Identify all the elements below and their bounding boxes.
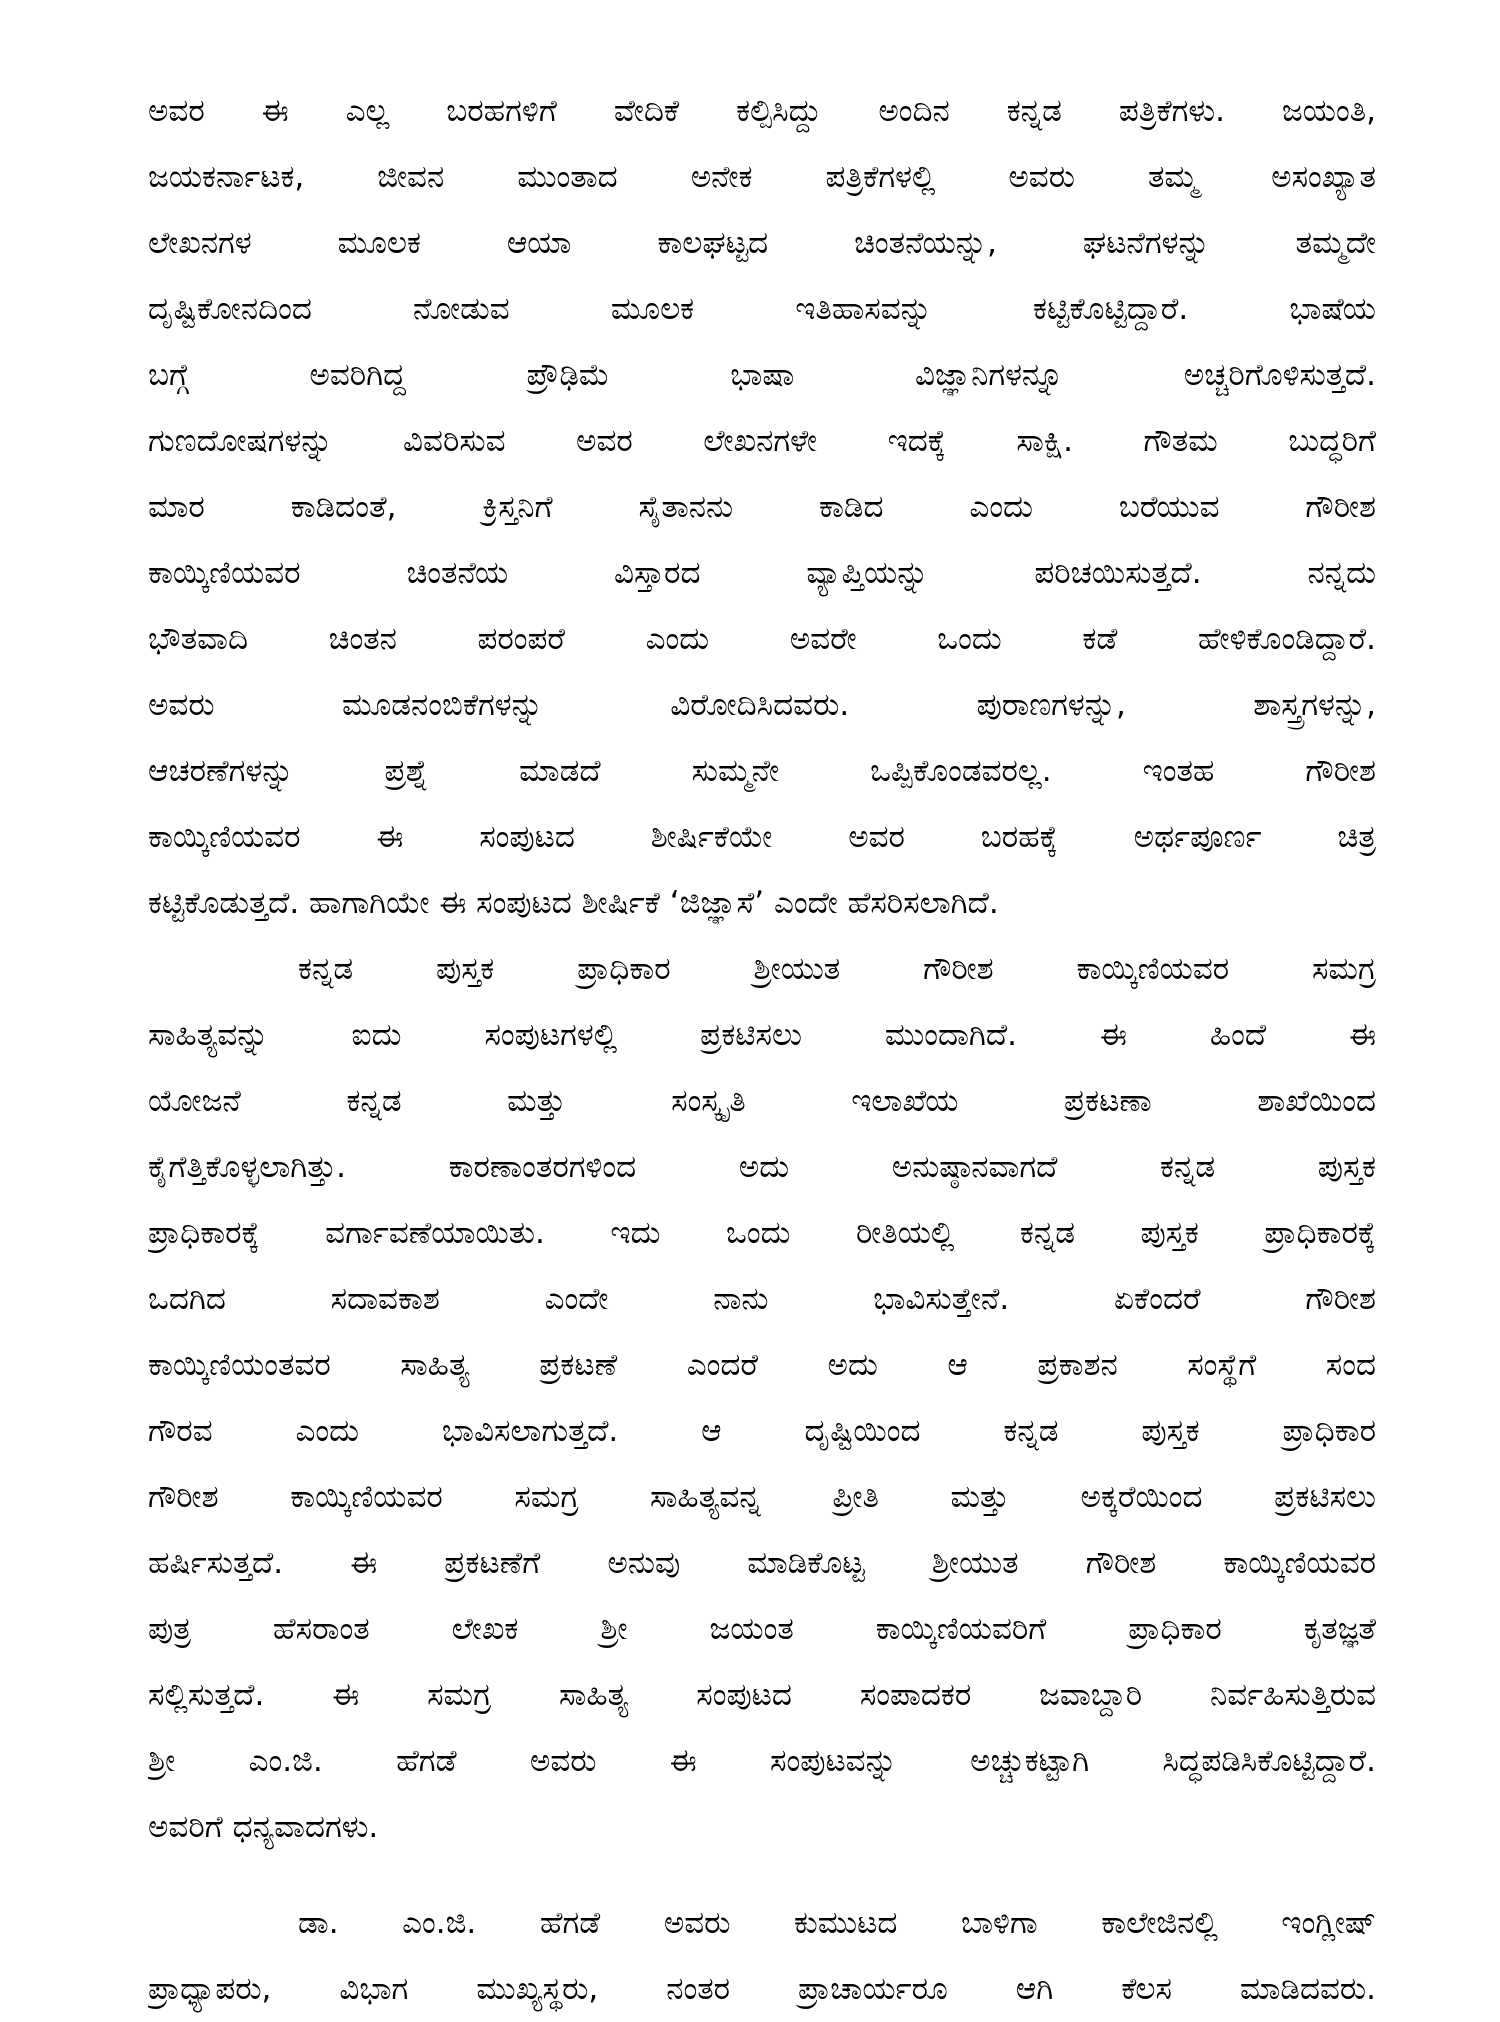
text-line: ಡಾ. ಎಂ.ಜಿ. ಹೆಗಡೆ ಅವರು ಕುಮುಟದ ಬಾಳಿಗಾ ಕಾಲೇಜಿನಲ್ಲಿ ಇಂಗ್ಲೀಷ್ [298, 1905, 1376, 1941]
text-line: ಪುತ್ರ ಹೆಸರಾಂತ ಲೇಖಕ ಶ್ರೀ ಜಯಂತ ಕಾಯ್ಕಿಣಿಯವರಿಗೆ ಪ್ರಾಧಿಕಾರ ಕೃತಜ್ಞತೆ [148, 1611, 1376, 1647]
text-line: ಹರ್ಷಿಸುತ್ತದೆ. ಈ ಪ್ರಕಟಣೆಗೆ ಅನುವು ಮಾಡಿಕೊಟ್ಟ ಶ್ರೀಯುತ ಗೌರೀಶ ಕಾಯ್ಕಿಣಿಯವರ [148, 1545, 1376, 1581]
text-line: ಗೌರವ ಎಂದು ಭಾವಿಸಲಾಗುತ್ತದೆ. ಆ ದೃಷ್ಟಿಯಿಂದ ಕನ್ನಡ ಪುಸ್ತಕ ಪ್ರಾಧಿಕಾರ [148, 1413, 1376, 1449]
text-line: ಅವರಿಗೆ ಧನ್ಯವಾದಗಳು. [148, 1809, 379, 1845]
text-line: ಕಟ್ಟಿಕೊಡುತ್ತದೆ. ಹಾಗಾಗಿಯೇ ಈ ಸಂಪುಟದ ಶೀರ್ಷಿಕೆ ‘ಜಿಜ್ಞಾಸೆ’ ಎಂದೇ ಹೆಸರಿಸಲಾಗಿದೆ. [148, 885, 999, 921]
text-line: ಲೇಖನಗಳ ಮೂಲಕ ಆಯಾ ಕಾಲಘಟ್ಟದ ಚಿಂತನೆಯನ್ನು, ಘಟನೆಗಳನ್ನು ತಮ್ಮದೇ [148, 225, 1376, 261]
text-line: ಪ್ರಾಧ್ಯಾಪರು, ವಿಭಾಗ ಮುಖ್ಯಸ್ಥರು, ನಂತರ ಪ್ರಾಚಾರ್ಯರೂ ಆಗಿ ಕೆಲಸ ಮಾಡಿದವರು. [148, 1971, 1376, 2007]
text-line: ಅವರ ಈ ಎಲ್ಲ ಬರಹಗಳಿಗೆ ವೇದಿಕೆ ಕಲ್ಪಿಸಿದ್ದು ಅಂದಿನ ಕನ್ನಡ ಪತ್ರಿಕೆಗಳು. ಜಯಂತಿ, [148, 93, 1376, 129]
text-line: ಗುಣದೋಷಗಳನ್ನು ವಿವರಿಸುವ ಅವರ ಲೇಖನಗಳೇ ಇದಕ್ಕೆ ಸಾಕ್ಷಿ. ಗೌತಮ ಬುದ್ಧರಿಗೆ [148, 423, 1376, 459]
text-line: ಆಚರಣೆಗಳನ್ನು ಪ್ರಶ್ನೆ ಮಾಡದೆ ಸುಮ್ಮನೇ ಒಪ್ಪಿಕೊಂಡವರಲ್ಲ. ಇಂತಹ ಗೌರೀಶ [148, 753, 1376, 789]
text-line: ಸಾಹಿತ್ಯವನ್ನು ಐದು ಸಂಪುಟಗಳಲ್ಲಿ ಪ್ರಕಟಿಸಲು ಮುಂದಾಗಿದೆ. ಈ ಹಿಂದೆ ಈ [148, 1017, 1376, 1053]
text-line: ಶ್ರೀ ಎಂ.ಜಿ. ಹೆಗಡೆ ಅವರು ಈ ಸಂಪುಟವನ್ನು ಅಚ್ಚುಕಟ್ಟಾಗಿ ಸಿದ್ಧಪಡಿಸಿಕೊಟ್ಟಿದ್ದಾರೆ. [148, 1743, 1376, 1779]
text-line: ಮಾರ ಕಾಡಿದಂತೆ, ಕ್ರಿಸ್ತನಿಗೆ ಸೈತಾನನು ಕಾಡಿದ ಎಂದು ಬರೆಯುವ ಗೌರೀಶ [148, 489, 1376, 525]
text-line: ಕನ್ನಡ ಪುಸ್ತಕ ಪ್ರಾಧಿಕಾರ ಶ್ರೀಯುತ ಗೌರೀಶ ಕಾಯ್ಕಿಣಿಯವರ ಸಮಗ್ರ [298, 951, 1376, 987]
text-line: ಒದಗಿದ ಸದಾವಕಾಶ ಎಂದೇ ನಾನು ಭಾವಿಸುತ್ತೇನೆ. ಏಕೆಂದರೆ ಗೌರೀಶ [148, 1281, 1376, 1317]
text-line: ಸಲ್ಲಿಸುತ್ತದೆ. ಈ ಸಮಗ್ರ ಸಾಹಿತ್ಯ ಸಂಪುಟದ ಸಂಪಾದಕರ ಜವಾಬ್ದಾರಿ ನಿರ್ವಹಿಸುತ್ತಿರುವ [148, 1677, 1376, 1713]
text-line: ಕಾಯ್ಕಿಣಿಯಂತವರ ಸಾಹಿತ್ಯ ಪ್ರಕಟಣೆ ಎಂದರೆ ಅದು ಆ ಪ್ರಕಾಶನ ಸಂಸ್ಥೆಗೆ ಸಂದ [148, 1347, 1376, 1383]
paragraph-1 [148, 78, 1376, 936]
text-line: ಭೌತವಾದಿ ಚಿಂತನ ಪರಂಪರೆ ಎಂದು ಅವರೇ ಒಂದು ಕಡೆ ಹೇಳಿಕೊಂಡಿದ್ದಾರೆ. [148, 621, 1376, 657]
text-line: ದೃಷ್ಟಿಕೋನದಿಂದ ನೋಡುವ ಮೂಲಕ ಇತಿಹಾಸವನ್ನು ಕಟ್ಟಿಕೊಟ್ಟಿದ್ದಾರೆ. ಭಾಷೆಯ [148, 291, 1376, 327]
text-line: ಕೈಗೆತ್ತಿಕೊಳ್ಳಲಾಗಿತ್ತು. ಕಾರಣಾಂತರಗಳಿಂದ ಅದು ಅನುಷ್ಠಾನವಾಗದೆ ಕನ್ನಡ ಪುಸ್ತಕ [148, 1149, 1376, 1185]
text-line: ಅವರು ಮೂಡನಂಬಿಕೆಗಳನ್ನು ವಿರೋದಿಸಿದವರು. ಪುರಾಣಗಳನ್ನು, ಶಾಸ್ತ್ರಗಳನ್ನು, [148, 687, 1376, 723]
text-line: ಜಯಕರ್ನಾಟಕ, ಜೀವನ ಮುಂತಾದ ಅನೇಕ ಪತ್ರಿಕೆಗಳಲ್ಲಿ ಅವರು ತಮ್ಮ ಅಸಂಖ್ಯಾತ [148, 159, 1376, 195]
text-line: ಕಾಯ್ಕಿಣಿಯವರ ಚಿಂತನೆಯ ವಿಸ್ತಾರದ ವ್ಯಾಪ್ತಿಯನ್ನು ಪರಿಚಯಿಸುತ್ತದೆ. ನನ್ನದು [148, 555, 1376, 591]
text-line: ಕಾಯ್ಕಿಣಿಯವರ ಈ ಸಂಪುಟದ ಶೀರ್ಷಿಕೆಯೇ ಅವರ ಬರಹಕ್ಕೆ ಅರ್ಥಪೂರ್ಣ ಚಿತ್ರ [148, 819, 1376, 855]
text-line: ಪ್ರಾಧಿಕಾರಕ್ಕೆ ವರ್ಗಾವಣೆಯಾಯಿತು. ಇದು ಒಂದು ರೀತಿಯಲ್ಲಿ ಕನ್ನಡ ಪುಸ್ತಕ ಪ್ರಾಧಿಕಾರಕ್ಕೆ [148, 1215, 1376, 1251]
text-line: ಗೌರೀಶ ಕಾಯ್ಕಿಣಿಯವರ ಸಮಗ್ರ ಸಾಹಿತ್ಯವನ್ನ ಪ್ರೀತಿ ಮತ್ತು ಅಕ್ಕರೆಯಿಂದ ಪ್ರಕಟಿಸಲು [148, 1479, 1376, 1515]
paragraph-spacer [148, 1860, 1376, 1890]
paragraph-3 [148, 1890, 1376, 2022]
text-line: ಬಗ್ಗೆ ಅವರಿಗಿದ್ದ ಪ್ರೌಢಿಮೆ ಭಾಷಾ ವಿಜ್ಞಾನಿಗಳನ್ನೂ ಅಚ್ಚರಿಗೊಳಿಸುತ್ತದೆ. [148, 357, 1376, 393]
paragraph-2 [148, 936, 1376, 1860]
document-page [148, 78, 1376, 2007]
text-line: ಯೋಜನೆ ಕನ್ನಡ ಮತ್ತು ಸಂಸ್ಕೃತಿ ಇಲಾಖೆಯ ಪ್ರಕಟಣಾ ಶಾಖೆಯಿಂದ [148, 1083, 1376, 1119]
